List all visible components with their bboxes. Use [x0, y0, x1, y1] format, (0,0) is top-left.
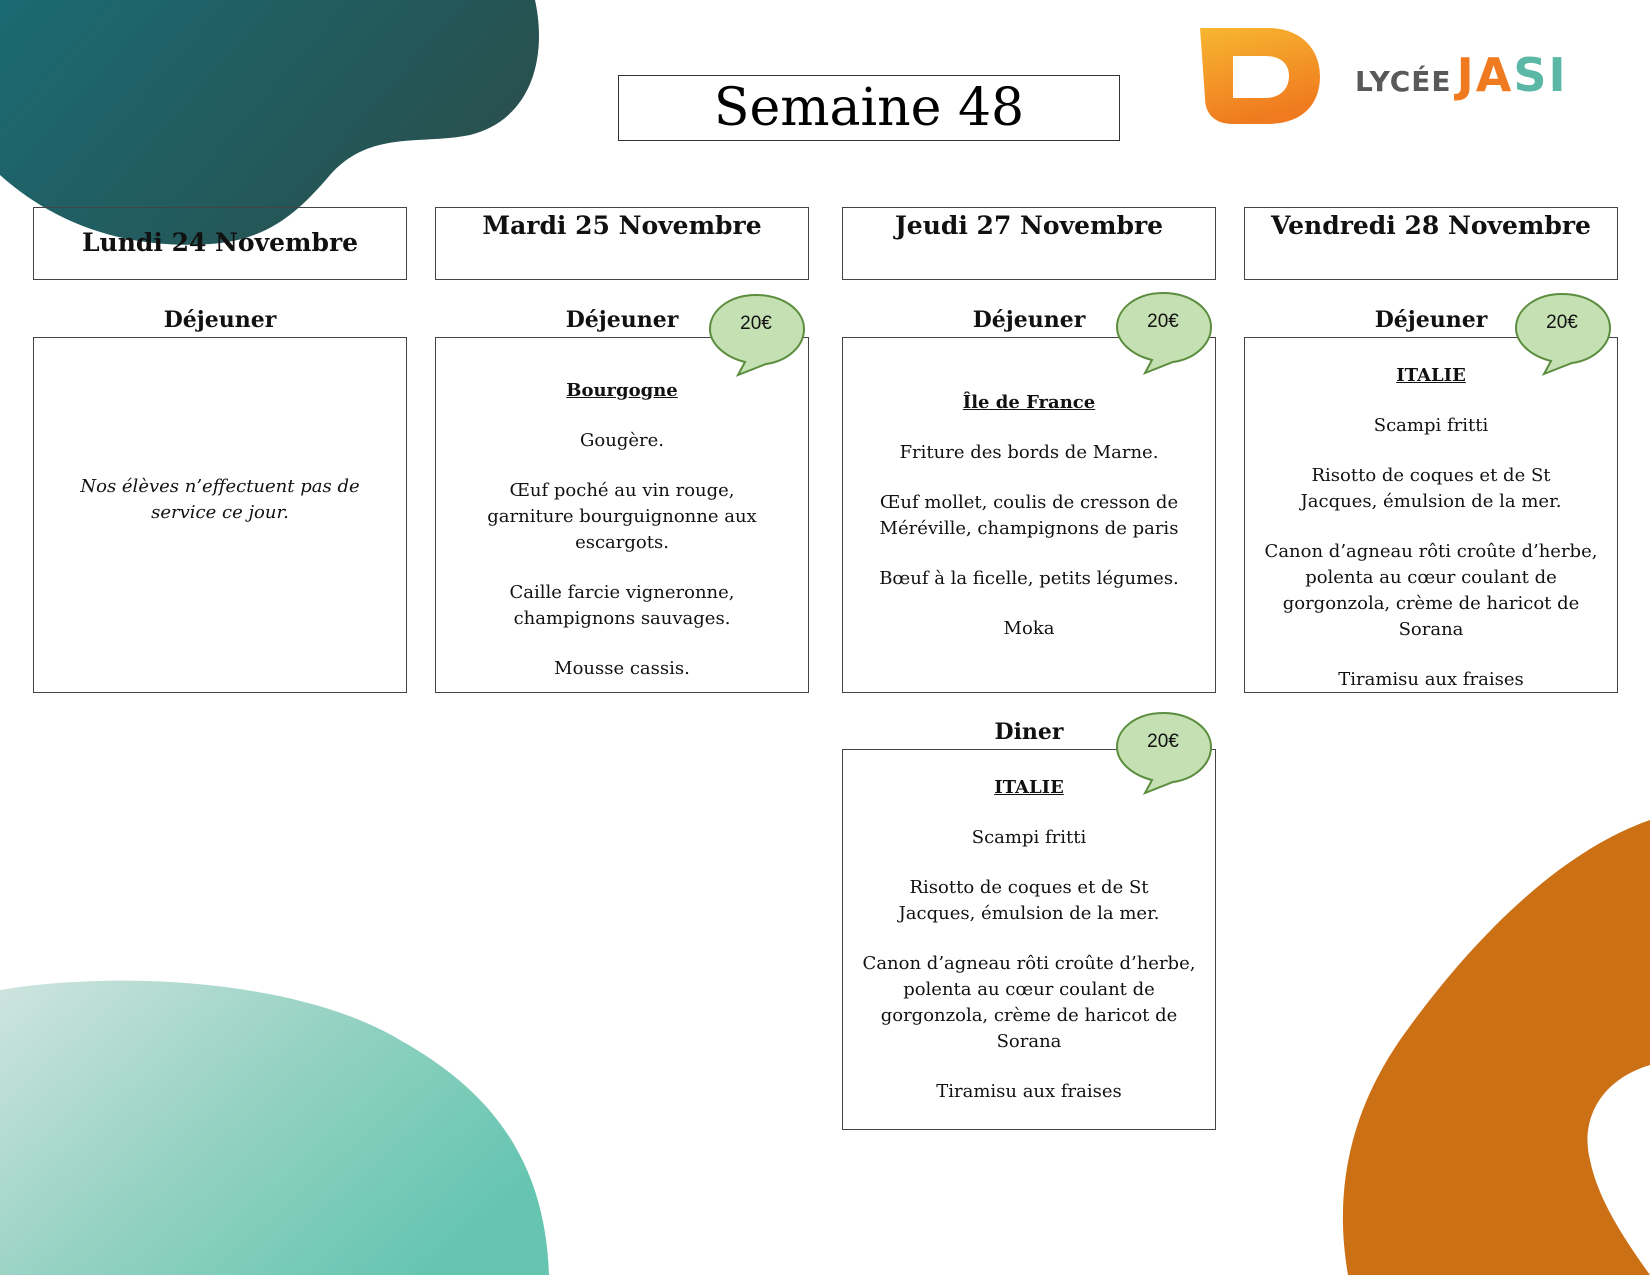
menu-course: Risotto de coques et de St Jacques, émulsion de la mer.: [898, 877, 1160, 924]
meal-label-tuesday: Déjeuner: [565, 307, 679, 333]
menu-region: Île de France: [962, 392, 1096, 413]
menu-region: ITALIE: [994, 777, 1064, 798]
price-bubble-thursday: [1115, 291, 1219, 377]
day-label: Vendredi 28 Novembre: [1271, 211, 1591, 240]
school-logo: [1195, 26, 1615, 126]
menu-course: Œuf poché au vin rouge, garniture bourguignonne aux escargots.: [487, 480, 757, 553]
menu-box-friday: [1244, 337, 1618, 693]
day-header-monday: [33, 207, 407, 280]
menu-course: Canon d’agneau rôti croûte d’herbe, polenta au cœur coulant de gorgonzola, crème de haricot de Sorana: [1264, 541, 1598, 640]
price-label: 20€: [1546, 312, 1578, 333]
menu-box-thursday: [842, 337, 1216, 693]
price-bubble-tuesday: [708, 293, 812, 379]
day-header-tuesday: [435, 207, 809, 280]
day-header-friday: [1244, 207, 1618, 280]
menu-course: Scampi fritti: [1373, 415, 1489, 436]
menu-course: Risotto de coques et de St Jacques, émulsion de la mer.: [1300, 465, 1562, 512]
logo-lycee-text: LYCÉE: [1355, 65, 1452, 98]
menu-course: Tiramisu aux fraises: [1338, 669, 1524, 690]
menu-course: Bœuf à la ficelle, petits légumes.: [879, 568, 1179, 589]
day-label: Mardi 25 Novembre: [482, 211, 762, 240]
price-label: 20€: [740, 313, 772, 334]
menu-course: Gougère.: [580, 430, 664, 451]
menu-course: Tiramisu aux fraises: [936, 1081, 1122, 1102]
menu-course: Scampi fritti: [971, 827, 1087, 848]
price-label: 20€: [1147, 311, 1179, 332]
menu-region: Bourgogne: [566, 380, 678, 401]
menu-course: Friture des bords de Marne.: [899, 442, 1159, 463]
logo-jasi-text: JASI: [1456, 48, 1568, 102]
price-label: 20€: [1147, 731, 1179, 752]
logo-mark-icon: [1195, 26, 1325, 126]
menu-box-tuesday: [435, 337, 809, 693]
speech-bubble-icon: [1115, 711, 1219, 797]
menu-course: Œuf mollet, coulis de cresson de Méréville, champignons de paris: [879, 492, 1179, 539]
menu-box-dinner: [842, 749, 1216, 1130]
menu-course: Mousse cassis.: [554, 658, 690, 679]
mint-blob-decoration: [0, 980, 560, 1275]
price-bubble-dinner: [1115, 711, 1219, 797]
logo-text: [1355, 48, 1568, 102]
day-label: Lundi 24 Novembre: [81, 228, 359, 257]
menu-course: Caille farcie vigneronne, champignons sauvages.: [509, 582, 735, 629]
menu-course: Canon d’agneau rôti croûte d’herbe, polenta au cœur coulant de gorgonzola, crème de haricot de Sorana: [862, 953, 1196, 1052]
meal-label-thursday: Déjeuner: [972, 307, 1086, 333]
speech-bubble-icon: [1115, 291, 1219, 377]
meal-label-friday: Déjeuner: [1374, 307, 1488, 333]
no-service-notice: Nos élèves n’effectuent pas de service ce jour.: [80, 476, 360, 523]
price-bubble-friday: [1514, 292, 1618, 378]
menu-region: ITALIE: [1396, 365, 1466, 386]
orange-blob-decoration: [1340, 820, 1650, 1275]
menu-box-monday: [33, 337, 407, 693]
speech-bubble-icon: [1514, 292, 1618, 378]
speech-bubble-icon: [708, 293, 812, 379]
page-title: Semaine 48: [618, 75, 1120, 141]
meal-label-monday: Déjeuner: [163, 307, 277, 333]
day-header-thursday: [842, 207, 1216, 280]
menu-course: Moka: [1003, 618, 1055, 639]
meal-label-dinner: Diner: [994, 719, 1064, 745]
day-label: Jeudi 27 Novembre: [894, 211, 1164, 240]
